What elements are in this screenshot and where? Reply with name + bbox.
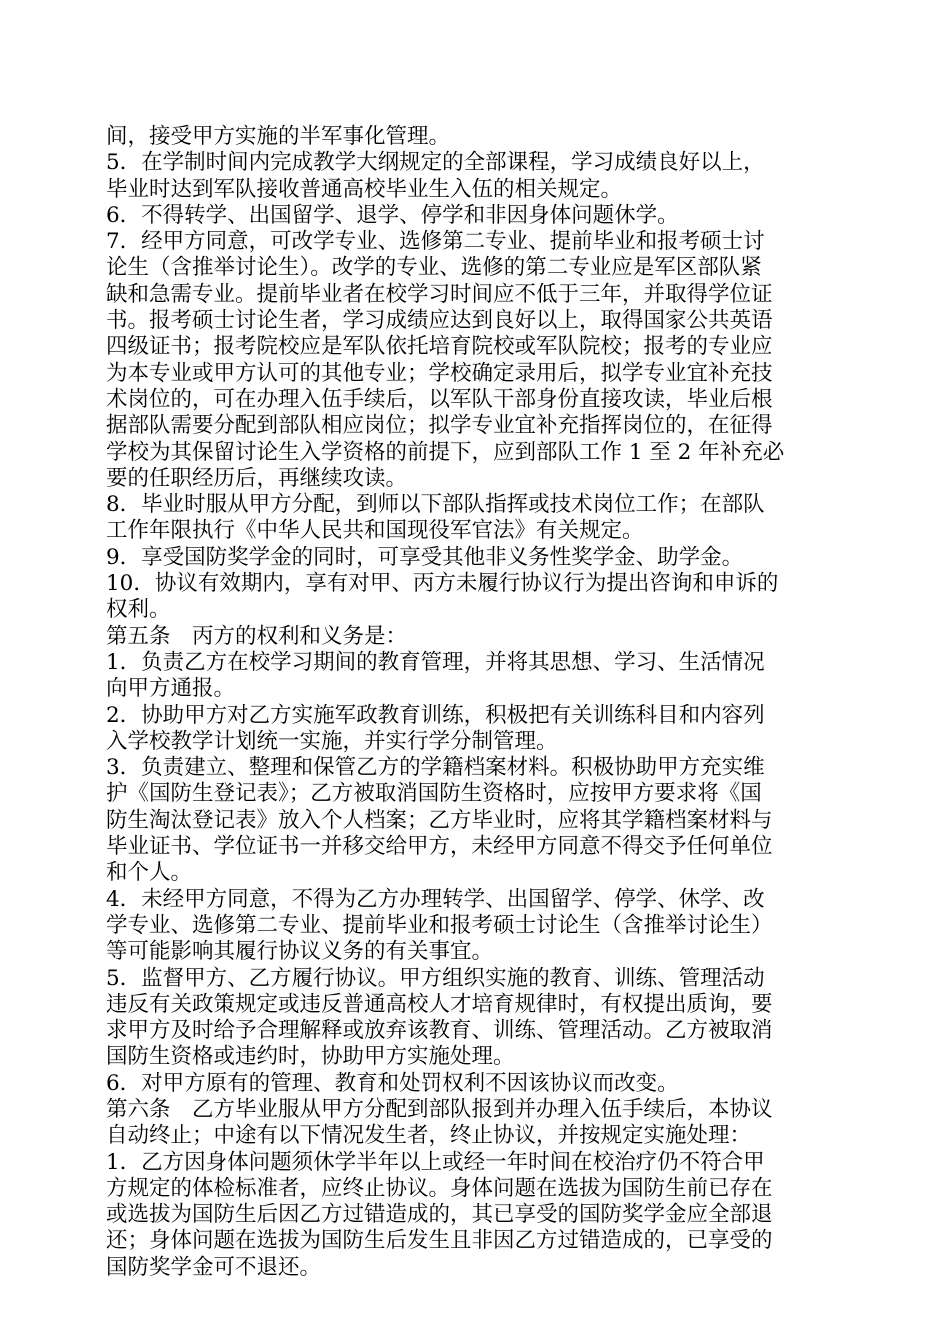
text-line: 第六条 乙方毕业服从甲方分配到部队报到并办理入伍手续后，本协议: [106, 1096, 773, 1122]
text-line: 毕业时达到军队接收普通高校毕业生入伍的相关规定。: [106, 176, 623, 202]
text-line: 第五条 丙方的权利和义务是：: [106, 623, 408, 649]
text-line: 还；身体问题在选拔为国防生后发生且非因乙方过错造成的，已享受的: [106, 1228, 773, 1254]
text-line: 1．负责乙方在校学习期间的教育管理，并将其思想、学习、生活情况: [106, 649, 765, 675]
text-line: 自动终止；中途有以下情况发生者，终止协议，并按规定实施处理：: [106, 1123, 752, 1149]
text-line: 间，接受甲方实施的半军事化管理。: [106, 124, 451, 149]
text-line: 学专业、选修第二专业、提前毕业和报考硕士讨论生（含推举讨论生）: [106, 912, 773, 938]
text-line: 7．经甲方同意，可改学专业、选修第二专业、提前毕业和报考硕士讨: [106, 229, 765, 255]
text-line: 护《国防生登记表》；乙方被取消国防生资格时，应按甲方要求将《国: [106, 781, 762, 807]
text-line: 缺和急需专业。提前毕业者在校学习时间应不低于三年，并取得学位证: [106, 281, 773, 307]
text-line: 工作年限执行《中华人民共和国现役军官法》有关规定。: [106, 518, 644, 544]
text-line: 为本专业或甲方认可的其他专业；学校确定录用后，拟学专业宜补充技: [106, 360, 773, 386]
text-line: 9．享受国防奖学金的同时，可享受其他非义务性奖学金、助学金。: [106, 544, 744, 570]
document-body: [106, 124, 856, 1281]
text-line: 权利。: [106, 597, 171, 623]
text-line: 1．乙方因身体问题须休学半年以上或经一年时间在校治疗仍不符合甲: [106, 1149, 765, 1175]
text-line: 毕业证书、学位证书一并移交给甲方，未经甲方同意不得交予任何单位: [106, 834, 773, 860]
text-line: 等可能影响其履行协议义务的有关事宜。: [106, 939, 494, 965]
text-line: 方规定的体检标准者，应终止协议。身体问题在选拔为国防生前已存在: [106, 1175, 773, 1201]
text-line: 6．不得转学、出国留学、退学、停学和非因身体问题休学。: [106, 202, 679, 228]
text-line: 或选拔为国防生后因乙方过错造成的，其已享受的国防奖学金应全部退: [106, 1202, 773, 1228]
text-line: 和个人。: [106, 860, 193, 886]
text-line: 违反有关政策规定或违反普通高校人才培育规律时，有权提出质询，要: [106, 991, 773, 1017]
text-line: 入学校教学计划统一实施，并实行学分制管理。: [106, 728, 558, 754]
text-line: 国防生资格或违约时，协助甲方实施处理。: [106, 1044, 515, 1070]
text-line: 求甲方及时给予合理解释或放弃该教育、训练、管理活动。乙方被取消: [106, 1018, 773, 1044]
text-line: 论生（含推举讨论生）。改学的专业、选修的第二专业应是军区部队紧: [106, 255, 762, 281]
text-line: 四级证书；报考院校应是军队依托培育院校或军队院校；报考的专业应: [106, 334, 773, 360]
text-line: 据部队需要分配到部队相应岗位；拟学专业宜补充指挥岗位的，在征得: [106, 413, 773, 439]
text-line: 3．负责建立、整理和保管乙方的学籍档案材料。积极协助甲方充实维: [106, 755, 765, 781]
text-line: 4．未经甲方同意，不得为乙方办理转学、出国留学、停学、休学、改: [106, 886, 765, 912]
text-line: 防生淘汰登记表》放入个人档案；乙方毕业时，应将其学籍档案材料与: [106, 807, 773, 833]
text-line: 学校为其保留讨论生入学资格的前提下，应到部队工作 1 至 2 年补充必: [106, 439, 785, 465]
text-line: 5．监督甲方、乙方履行协议。甲方组织实施的教育、训练、管理活动: [106, 965, 765, 991]
text-line: 要的任职经历后，再继续攻读。: [106, 465, 408, 491]
text-line: 术岗位的，可在办理入伍手续后，以军队干部身份直接攻读，毕业后根: [106, 386, 773, 412]
text-line: 向甲方通报。: [106, 676, 236, 702]
text-line: 5．在学制时间内完成教学大纲规定的全部课程，学习成绩良好以上，: [106, 150, 765, 176]
text-line: 10．协议有效期内，享有对甲、丙方未履行协议行为提出咨询和申诉的: [106, 571, 779, 597]
text-line: 6．对甲方原有的管理、教育和处罚权利不因该协议而改变。: [106, 1070, 679, 1096]
text-line: 2．协助甲方对乙方实施军政教育训练，积极把有关训练科目和内容列: [106, 702, 765, 728]
text-line: 书。报考硕士讨论生者，学习成绩应达到良好以上，取得国家公共英语: [106, 308, 773, 334]
text-line: 8．毕业时服从甲方分配，到师以下部队指挥或技术岗位工作；在部队: [106, 492, 765, 518]
text-line: 国防奖学金可不退还。: [106, 1254, 322, 1280]
